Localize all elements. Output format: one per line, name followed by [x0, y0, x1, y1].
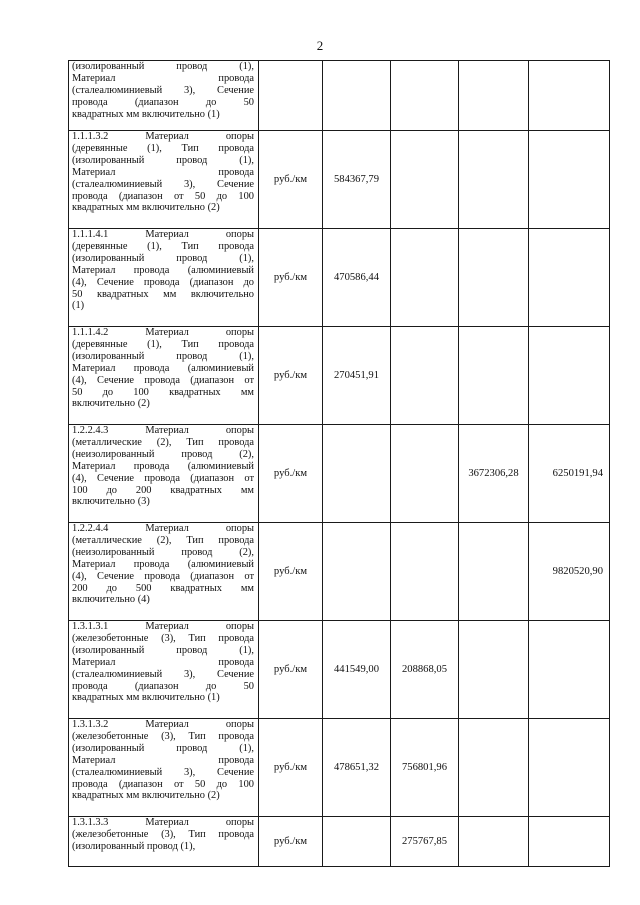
description-line: квадратных мм включительно (1)	[72, 108, 220, 120]
description-line: Материал провода (алюминиевый	[72, 264, 254, 276]
description-line: Материал провода	[72, 754, 254, 766]
description-line: (металлические (2), Тип провода	[72, 436, 254, 448]
value-cell-4	[529, 621, 610, 719]
description-line: 1.1.1.4.1 Материал опоры	[72, 229, 254, 240]
description-line: (изолированный провод (1),	[72, 644, 254, 656]
table-row	[69, 229, 610, 327]
value-cell-3: 3672306,28	[459, 425, 529, 523]
row-description	[69, 719, 259, 817]
value-cell-1	[323, 523, 391, 621]
description-line: включительно (4)	[72, 594, 150, 606]
unit-cell: руб./км	[259, 817, 323, 867]
description-line: 50 до 100 квадратных мм	[72, 386, 254, 398]
description-line: 1.3.1.3.3 Материал опоры	[72, 817, 254, 828]
description-line: 1.3.1.3.2 Материал опоры	[72, 719, 254, 730]
unit-cell	[259, 61, 323, 131]
table-row	[69, 621, 610, 719]
description-line: 1.2.2.4.3 Материал опоры	[72, 425, 254, 436]
description-line: провода (диапазон до 50	[72, 96, 254, 108]
value-cell-2	[391, 61, 459, 131]
description-line: (изолированный провод (1),	[72, 840, 196, 852]
value-cell-3	[459, 131, 529, 229]
value-cell-4	[529, 61, 610, 131]
value-cell-3	[459, 229, 529, 327]
value-cell-3	[459, 817, 529, 867]
table-row	[69, 719, 610, 817]
description-line: (изолированный провод (1),	[72, 252, 254, 264]
unit-cell: руб./км	[259, 425, 323, 523]
value-cell-1	[323, 817, 391, 867]
description-line: 1.3.1.3.1 Материал опоры	[72, 621, 254, 632]
description-line: 1.1.1.4.2 Материал опоры	[72, 327, 254, 338]
description-line: (4), Сечение провода (диапазон до	[72, 276, 254, 288]
description-line: (4), Сечение провода (диапазон от	[72, 570, 254, 582]
description-line: 100 до 200 квадратных мм	[72, 484, 254, 496]
description-line: (сталеалюминиевый 3), Сечение	[72, 668, 254, 680]
unit-cell: руб./км	[259, 327, 323, 425]
value-cell-2	[391, 425, 459, 523]
value-cell-3	[459, 523, 529, 621]
value-cell-2	[391, 131, 459, 229]
unit-cell: руб./км	[259, 131, 323, 229]
description-line: (железобетонные (3), Тип провода	[72, 828, 254, 840]
rates-table-body	[69, 61, 610, 867]
value-cell-4	[529, 327, 610, 425]
table-row	[69, 817, 610, 867]
row-description	[69, 61, 259, 131]
unit-cell: руб./км	[259, 621, 323, 719]
value-cell-1: 270451,91	[323, 327, 391, 425]
description-line: (1)	[72, 300, 85, 312]
description-line: Материал провода	[72, 656, 254, 668]
description-line: 50 квадратных мм включительно	[72, 288, 254, 300]
unit-cell: руб./км	[259, 523, 323, 621]
value-cell-2: 208868,05	[391, 621, 459, 719]
description-line: (изолированный провод (1),	[72, 154, 254, 166]
description-line: (деревянные (1), Тип провода	[72, 142, 254, 154]
description-line: (неизолированный провод (2),	[72, 448, 254, 460]
value-cell-1: 470586,44	[323, 229, 391, 327]
description-line: Материал провода (алюминиевый	[72, 362, 254, 374]
value-cell-2: 275767,85	[391, 817, 459, 867]
value-cell-1: 441549,00	[323, 621, 391, 719]
row-description	[69, 621, 259, 719]
value-cell-1	[323, 61, 391, 131]
description-line: 200 до 500 квадратных мм	[72, 582, 254, 594]
value-cell-3	[459, 327, 529, 425]
row-description	[69, 327, 259, 425]
description-line: квадратных мм включительно (2)	[72, 790, 220, 802]
description-line: (сталеалюминиевый 3), Сечение	[72, 84, 254, 96]
description-line: (неизолированный провод (2),	[72, 546, 254, 558]
table-row	[69, 61, 610, 131]
value-cell-2	[391, 327, 459, 425]
value-cell-1: 584367,79	[323, 131, 391, 229]
description-line: провода (диапазон от 50 до 100	[72, 190, 254, 202]
description-line: (сталеалюминиевый 3), Сечение	[72, 766, 254, 778]
unit-cell: руб./км	[259, 719, 323, 817]
description-line: квадратных мм включительно (1)	[72, 692, 220, 704]
description-line: включительно (2)	[72, 398, 150, 410]
row-description	[69, 523, 259, 621]
page-number: 2	[316, 38, 324, 53]
description-line: (сталеалюминиевый 3), Сечение	[72, 178, 254, 190]
description-line: (изолированный провод (1),	[72, 742, 254, 754]
description-line: 1.1.1.3.2 Материал опоры	[72, 131, 254, 142]
row-description	[69, 131, 259, 229]
value-cell-2: 756801,96	[391, 719, 459, 817]
rates-table	[68, 60, 610, 867]
description-line: (изолированный провод (1),	[72, 61, 254, 72]
description-line: (железобетонные (3), Тип провода	[72, 632, 254, 644]
description-line: 1.2.2.4.4 Материал опоры	[72, 523, 254, 534]
description-line: квадратных мм включительно (2)	[72, 202, 220, 214]
description-line: провода (диапазон от 50 до 100	[72, 778, 254, 790]
description-line: (4), Сечение провода (диапазон от	[72, 472, 254, 484]
description-line: включительно (3)	[72, 496, 150, 508]
description-line: (деревянные (1), Тип провода	[72, 338, 254, 350]
description-line: Материал провода (алюминиевый	[72, 558, 254, 570]
description-line: Материал провода (алюминиевый	[72, 460, 254, 472]
table-row	[69, 425, 610, 523]
value-cell-4: 6250191,94	[529, 425, 610, 523]
value-cell-4	[529, 719, 610, 817]
description-line: (4), Сечение провода (диапазон от	[72, 374, 254, 386]
value-cell-1	[323, 425, 391, 523]
value-cell-4	[529, 131, 610, 229]
description-line: (деревянные (1), Тип провода	[72, 240, 254, 252]
row-description	[69, 229, 259, 327]
table-row	[69, 327, 610, 425]
row-description	[69, 425, 259, 523]
unit-cell: руб./км	[259, 229, 323, 327]
row-description	[69, 817, 259, 867]
value-cell-4: 9820520,90	[529, 523, 610, 621]
value-cell-2	[391, 523, 459, 621]
table-row	[69, 131, 610, 229]
description-line: (металлические (2), Тип провода	[72, 534, 254, 546]
description-line: (железобетонные (3), Тип провода	[72, 730, 254, 742]
description-line: провода (диапазон до 50	[72, 680, 254, 692]
description-line: Материал провода	[72, 166, 254, 178]
description-line: Материал провода	[72, 72, 254, 84]
value-cell-3	[459, 61, 529, 131]
description-line: (изолированный провод (1),	[72, 350, 254, 362]
value-cell-3	[459, 621, 529, 719]
value-cell-2	[391, 229, 459, 327]
value-cell-3	[459, 719, 529, 817]
table-row	[69, 523, 610, 621]
value-cell-1: 478651,32	[323, 719, 391, 817]
value-cell-4	[529, 817, 610, 867]
value-cell-4	[529, 229, 610, 327]
